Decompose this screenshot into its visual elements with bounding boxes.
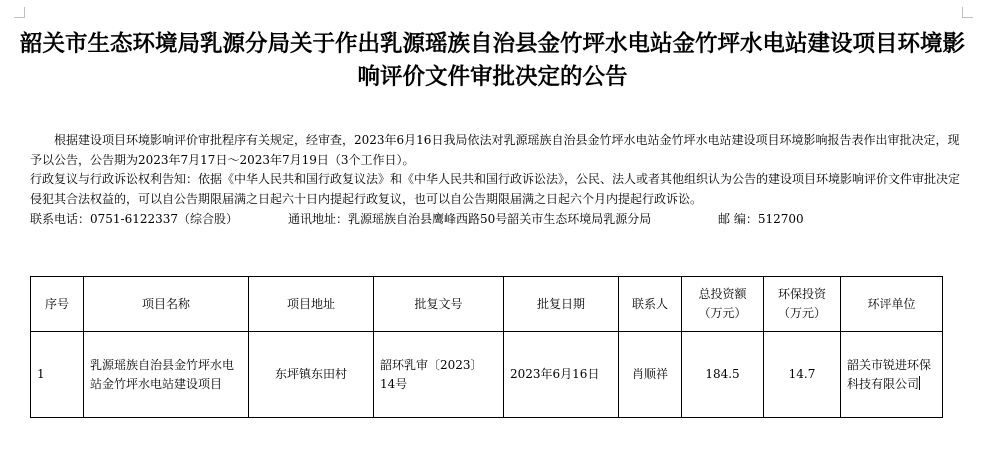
project-table: [30, 276, 943, 418]
header-project-name: 项目名称: [84, 277, 249, 332]
page-corner-mark-left: [14, 7, 25, 18]
cell-approval-date: 2023年6月16日: [504, 332, 619, 418]
header-approval-date: 批复日期: [504, 277, 619, 332]
eia-unit-text: 韶关市锐进环保科技有限公司: [847, 357, 932, 391]
table-header-row: [31, 277, 943, 332]
cell-total-investment: 184.5: [682, 332, 764, 418]
header-total-investment: 总投资额（万元）: [682, 277, 764, 332]
page-corner-mark-right: [962, 7, 973, 18]
document-body: [30, 131, 960, 230]
cell-approval-number: 韶环乳审〔2023〕14号: [374, 332, 504, 418]
rights-paragraph: 行政复议与行政诉讼权利告知：依据《中华人民共和国行政复议法》和《中华人民共和国行政诉讼法》，公民、法人或者其他组织认为公告的建设项目环境影响评价文件审批决定侵犯其合法权益的，可以自公告期限届满之日起六十日内提起行政复议，也可以自公告期限届满之日起六个月内提起行政诉讼。: [30, 172, 961, 207]
contact-postcode: 邮 编：512700: [718, 211, 804, 226]
cell-index: 1: [31, 332, 84, 418]
notice-paragraph: 根据建设项目环境影响评价审批程序有关规定，经审查，2023年6月16日我局依法对乳源瑶族自治县金竹坪水电站金竹坪水电站建设项目环境影响报告表作出审批决定，现予以公告，公告期为2023年7月17日～2023年7月19日（3个工作日）。: [30, 133, 960, 167]
cell-contact-person: 肖顺祥: [619, 332, 682, 418]
cell-project-name: 乳源瑶族自治县金竹坪水电站金竹坪水电站建设项目: [84, 332, 249, 418]
cell-project-address: 东坪镇东田村: [249, 332, 374, 418]
header-index: 序号: [31, 277, 84, 332]
cell-env-investment: 14.7: [764, 332, 841, 418]
text-cursor: [919, 376, 920, 390]
contact-address: 通讯地址：乳源瑶族自治县鹰峰西路50号韶关市生态环境局乳源分局: [288, 211, 652, 226]
contact-line: [30, 210, 960, 230]
cell-eia-unit[interactable]: [841, 332, 943, 418]
header-approval-number: 批复文号: [374, 277, 504, 332]
document-title: 韶关市生态环境局乳源分局关于作出乳源瑶族自治县金竹坪水电站金竹坪水电站建设项目环境影响评价文件审批决定的公告: [20, 31, 966, 90]
header-env-investment: 环保投资（万元）: [764, 277, 841, 332]
header-eia-unit: 环评单位: [841, 277, 943, 332]
table-row: [31, 332, 943, 418]
header-project-address: 项目地址: [249, 277, 374, 332]
header-contact-person: 联系人: [619, 277, 682, 332]
contact-phone: 联系电话：0751-6122337（综合股）: [30, 211, 239, 226]
